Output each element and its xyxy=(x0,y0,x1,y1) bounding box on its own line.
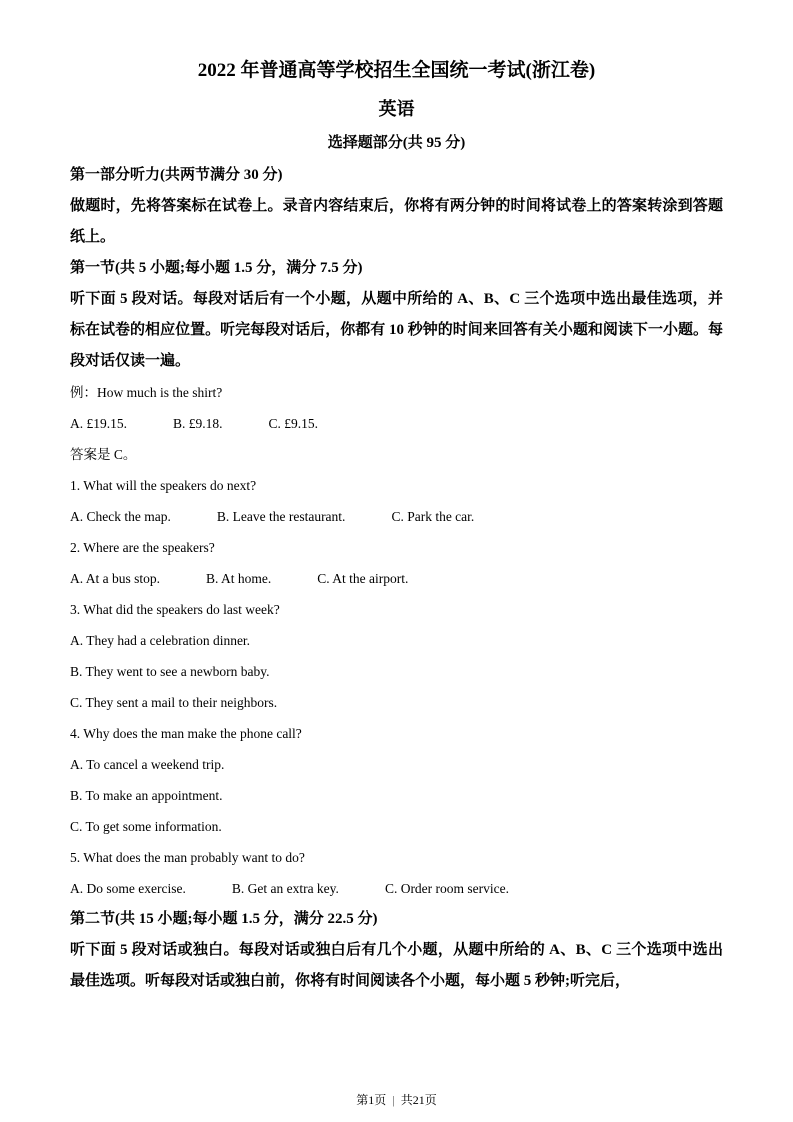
options-row xyxy=(70,501,723,532)
question-line: 1. What will the speakers do next? xyxy=(70,478,257,494)
question-line: 3. What did the speakers do last week? xyxy=(70,602,280,618)
subsection-heading: 第二节(共 15 小题;每小题 1.5 分，满分 22.5 分) xyxy=(70,911,378,928)
question-line: 2. Where are the speakers? xyxy=(70,540,215,556)
subsection-heading: 第一节(共 5 小题;每小题 1.5 分，满分 7.5 分) xyxy=(70,260,363,277)
question-line: 5. What does the man probably want to do? xyxy=(70,850,305,866)
option: B. £9.18. xyxy=(173,416,223,432)
option-line: A. To cancel a weekend trip. xyxy=(70,757,225,773)
section-heading: 第一部分听力(共两节满分 30 分) xyxy=(70,167,283,184)
part-header: 选择题部分(共 95 分) xyxy=(327,135,466,152)
content-blocks xyxy=(70,160,723,997)
doc-title: 2022 年普通高等学校招生全国统一考试(浙江卷) xyxy=(197,60,596,81)
option: B. Get an extra key. xyxy=(231,881,339,897)
option: A. At a bus stop. xyxy=(70,571,161,587)
option-line: C. They sent a mail to their neighbors. xyxy=(70,695,278,711)
option: A. £19.15. xyxy=(70,416,127,432)
instructions-paragraph: 听下面 5 段对话或独白。每段对话或独白后有几个小题，从题中所给的 A、B、C 三个选项中选出最佳选项。听每段对话或独白前，你将有时间阅读各个小题，每小题 5 秒钟;听完后， xyxy=(70,942,723,990)
option-line: B. To make an appointment. xyxy=(70,788,223,804)
options-row xyxy=(70,873,723,904)
footer-total-pages: 共21页 xyxy=(400,1093,437,1107)
option: C. £9.15. xyxy=(268,416,319,432)
options-row xyxy=(70,563,723,594)
option: B. At home. xyxy=(206,571,272,587)
option-line: A. They had a celebration dinner. xyxy=(70,633,251,649)
instructions-paragraph: 听下面 5 段对话。每段对话后有一个小题，从题中所给的 A、B、C 三个选项中选出最佳选项，并标在试卷的相应位置。听完每段对话后，你都有 10 秒钟的时间来回答有关小题和阅读下一小题。每段对话仅读一遍。 xyxy=(70,291,723,370)
option: C. Park the car. xyxy=(391,509,475,525)
instructions-paragraph: 做题时，先将答案标在试卷上。录音内容结束后，你将有两分钟的时间将试卷上的答案转涂到答题纸上。 xyxy=(70,198,723,246)
option: A. Do some exercise. xyxy=(70,881,186,897)
option: B. Leave the restaurant. xyxy=(216,509,346,525)
question-line: 4. Why does the man make the phone call? xyxy=(70,726,302,742)
page-footer xyxy=(0,1091,793,1108)
footer-separator: | xyxy=(392,1093,395,1107)
option: C. At the airport. xyxy=(317,571,409,587)
doc-subtitle: 英语 xyxy=(378,98,415,119)
option: A. Check the map. xyxy=(70,509,171,525)
footer-page-number: 第1页 xyxy=(356,1093,387,1107)
option: C. Order room service. xyxy=(384,881,510,897)
option-line: B. They went to see a newborn baby. xyxy=(70,664,270,680)
example-question: 例：How much is the shirt? xyxy=(70,385,223,401)
example-answer: 答案是 C。 xyxy=(70,447,137,463)
options-row xyxy=(70,408,723,439)
option-line: C. To get some information. xyxy=(70,819,222,835)
